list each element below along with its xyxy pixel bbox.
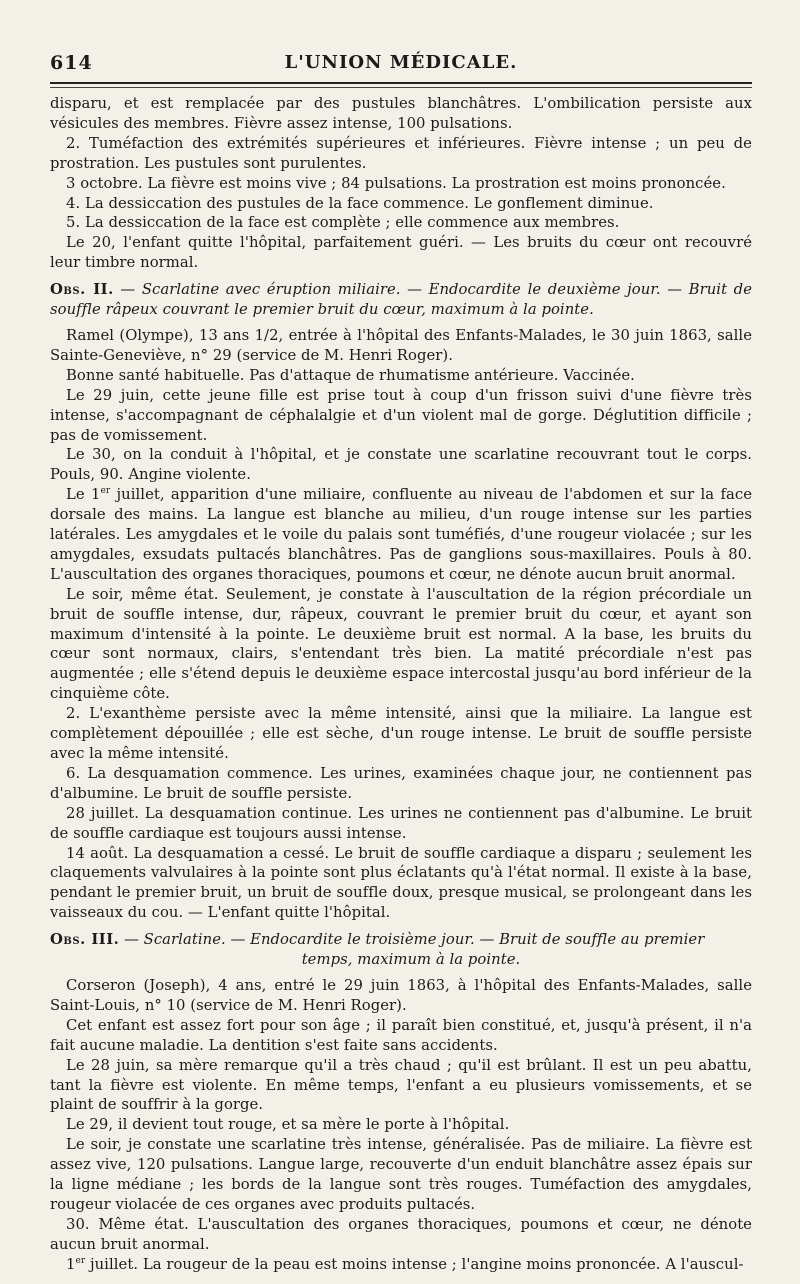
body-paragraph: Le 1er juillet, apparition d'une miliaire, confluente au niveau de l'abdomen et sur la face dorsale des mains. La langue est blanche au milieu, d'un rouge intense sur les parties latérales. Les amygdales et le voile du palais sont tuméfiés, d'une rougeur violacée ; sur les amygdales, exsudats pultacés blanchâtres. Pas de ganglions sous-maxillaires. Pouls à 80. L'auscultation des organes thoraciques, poumons et cœur, ne dénote aucun bruit anormal. xyxy=(50,486,753,583)
observation-label: Obs. III. xyxy=(50,931,120,949)
body-paragraph: Bonne santé habituelle. Pas d'attaque de rhumatisme antérieure. Vaccinée. xyxy=(66,366,635,384)
observation-heading xyxy=(50,930,752,970)
body-paragraph: 14 août. La desquamation a cessé. Le bruit de souffle cardiaque a disparu ; seulement les claquements valvulaires à la pointe sont plus éclatants qu'à l'état normal. Il existe à la base, pendant le premier bruit, un bruit de souffle doux, presque musical, se prolongeant dans les vaisseaux du cou. — L'enfant quitte l'hôpital. xyxy=(50,844,752,922)
body-paragraph: Corseron (Joseph), 4 ans, entré le 29 juin 1863, à l'hôpital des Enfants-Malades, salle Saint-Louis, n° 10 (service de M. Henri Roger). xyxy=(50,976,752,1014)
observation-title: — Scarlatine. — Endocardite le troisième jour. — Bruit de souffle au premier xyxy=(124,931,705,949)
body-paragraph: 2. Tuméfaction des extrémités supérieures et inférieures. Fièvre intense ; un peu de prostration. Les pustules sont purulentes. xyxy=(50,134,752,172)
body-paragraph: 1er juillet. La rougeur de la peau est moins intense ; l'angine moins prononcée. A l'auscul- xyxy=(66,1255,744,1273)
running-title: L'UNION MÉDICALE. xyxy=(284,52,518,73)
page-header xyxy=(50,50,752,84)
body-paragraph: Le 20, l'enfant quitte l'hôpital, parfaitement guéri. — Les bruits du cœur ont recouvré leur timbre normal. xyxy=(50,234,752,272)
body-paragraph: Ramel (Olympe), 13 ans 1/2, entrée à l'hôpital des Enfants-Malades, le 30 juin 1863, salle Sainte-Geneviève, n° 29 (service de M. Henri Roger). xyxy=(50,326,752,364)
body-paragraph: 28 juillet. La desquamation continue. Les urines ne contiennent pas d'albumine. Le bruit de souffle cardiaque est toujours aussi intense. xyxy=(50,804,752,842)
body-paragraph: Cet enfant est assez fort pour son âge ; il paraît bien constitué, et, jusqu'à présent, il n'a fait aucune maladie. La dentition s'est faite sans accidents. xyxy=(50,1016,752,1054)
article-body xyxy=(50,94,752,1275)
body-paragraph: Le 28 juin, sa mère remarque qu'il a très chaud ; qu'il est brûlant. Il est un peu abattu, tant la fièvre est violente. En même temps, l'enfant a eu plusieurs vomissements, et se plaint de souffrir à la gorge. xyxy=(50,1056,752,1114)
observation-title-continued: temps, maximum à la pointe. xyxy=(301,951,521,969)
observation-label: Obs. II. xyxy=(50,281,114,299)
body-paragraph: disparu, et est remplacée par des pustules blanchâtres. L'ombilication persiste aux vésicules des membres. Fièvre assez intense, 100 pulsations. xyxy=(50,95,752,132)
body-paragraph: Le 29 juin, cette jeune fille est prise tout à coup d'un frisson suivi d'une fièvre très intense, s'accompagnant de céphalalgie et d'un violent mal de gorge. Déglutition difficile ; pas de vomissement. xyxy=(50,386,752,444)
observation-heading xyxy=(50,280,752,320)
observation-title: — Scarlatine avec éruption miliaire. — Endocardite le deuxième jour. — Bruit de souffle râpeux couvrant le premier bruit du cœur, maximum à la pointe. xyxy=(50,281,753,319)
body-paragraph: 2. L'exanthème persiste avec la même intensité, ainsi que la miliaire. La langue est complètement dépouillée ; elle est sèche, d'un rouge intense. Le bruit de souffle persiste avec la même intensité. xyxy=(50,705,752,762)
body-paragraph: Le 30, on la conduit à l'hôpital, et je constate une scarlatine recouvrant tout le corps. Pouls, 90. Angine violente. xyxy=(50,446,752,484)
body-paragraph: 4. La dessiccation des pustules de la face commence. Le gonflement diminue. xyxy=(66,194,654,212)
body-paragraph: Le soir, même état. Seulement, je constate à l'auscultation de la région précordiale un bruit de souffle intense, dur, râpeux, couvrant le premier bruit du cœur, et ayant son maximum d'intensité à la pointe. Le deuxième bruit est normal. A la base, les bruits du cœur sont normaux, clairs, s'entendant très bien. La matité précordiale n'est pas augmentée ; elle s'étend depuis le deuxième espace intercostal jusqu'au bord inférieur de la cinquième côte. xyxy=(50,585,752,703)
body-paragraph: 6. La desquamation commence. Les urines, examinées chaque jour, ne contiennent pas d'albumine. Le bruit de souffle persiste. xyxy=(50,764,752,802)
body-paragraph: 30. Même état. L'auscultation des organes thoraciques, poumons et cœur, ne dénote aucun bruit anormal. xyxy=(50,1215,752,1253)
page-number: 614 xyxy=(50,52,93,74)
header-rule xyxy=(50,87,752,88)
body-paragraph: Le soir, je constate une scarlatine très intense, généralisée. Pas de miliaire. La fièvre est assez vive, 120 pulsations. Langue large, recouverte d'un enduit blanchâtre assez épais sur la ligne médiane ; les bords de la langue sont très rouges. Tuméfaction des amygdales, rougeur violacée de ces organes avec produits pultacés. xyxy=(50,1136,752,1213)
body-paragraph: 5. La dessiccation de la face est complète ; elle commence aux membres. xyxy=(66,214,620,232)
body-paragraph: Le 29, il devient tout rouge, et sa mère le porte à l'hôpital. xyxy=(66,1116,510,1134)
body-paragraph: 3 octobre. La fièvre est moins vive ; 84 pulsations. La prostration est moins prononcée. xyxy=(66,174,726,192)
